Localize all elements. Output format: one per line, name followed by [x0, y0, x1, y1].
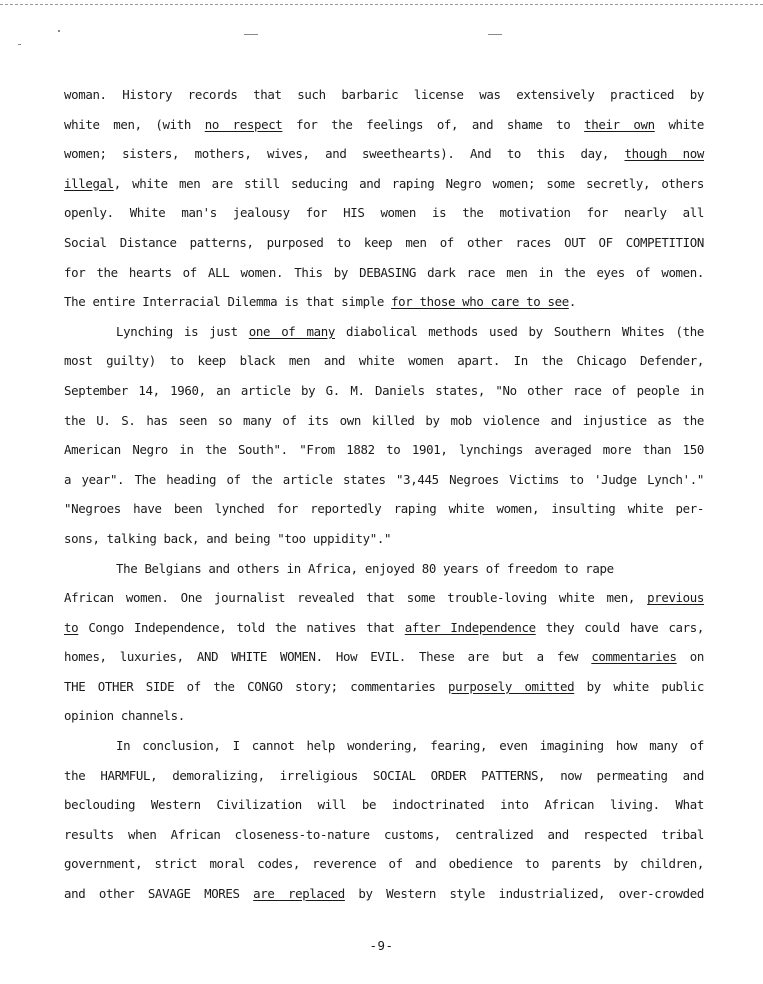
text-line: Social Distance patterns, purposed to keep men of other races OUT OF COMPETITION	[64, 234, 704, 250]
text-line: women; sisters, mothers, wives, and sweethearts). And to this day, though now	[64, 146, 704, 162]
text-line: In conclusion, I cannot help wondering, fearing, even imagining how many of	[116, 738, 704, 754]
text-line: a year". The heading of the article states "3,445 Negroes Victims to 'Judge Lynch'."	[64, 471, 704, 487]
document-body	[64, 80, 704, 909]
text-line: American Negro in the South". "From 1882 to 1901, lynchings averaged more than 150	[64, 442, 704, 458]
text-line: most guilty) to keep black men and white women apart. In the Chicago Defender,	[64, 353, 704, 369]
text-line: African women. One journalist revealed that some trouble-loving white men, previous	[64, 590, 704, 606]
paragraph	[64, 317, 704, 554]
text-line: the U. S. has seen so many of its own killed by mob violence and injustice as the	[64, 412, 704, 428]
scan-mark	[18, 44, 21, 45]
text-line: sons, talking back, and being "too uppidity"."	[64, 530, 392, 546]
text-line: white men, (with no respect for the feelings of, and shame to their own white	[64, 116, 705, 132]
text-line: to Congo Independence, told the natives that after Independence they could have cars,	[64, 619, 704, 635]
text-line: openly. White man's jealousy for HIS women is the motivation for nearly all	[64, 205, 704, 221]
scan-mark	[488, 34, 502, 35]
text-line: government, strict moral codes, reverence of and obedience to parents by children,	[64, 856, 704, 872]
page-top-border	[0, 4, 763, 5]
text-line: illegal, white men are still seducing and raping Negro women; some secretly, others	[64, 175, 704, 191]
text-line: "Negroes have been lynched for reportedly raping white women, insulting white per-	[64, 501, 704, 517]
paragraph	[64, 554, 704, 732]
text-line: Lynching is just one of many diabolical methods used by Southern Whites (the	[116, 323, 704, 339]
text-line: the HARMFUL, demoralizing, irreligious SOCIAL ORDER PATTERNS, now permeating and	[64, 767, 704, 783]
page-number: -9-	[369, 938, 394, 953]
text-line: September 14, 1960, an article by G. M. Daniels states, "No other race of people in	[64, 382, 704, 398]
text-line: The entire Interracial Dilemma is that simple for those who care to see.	[64, 294, 576, 310]
text-line: and other SAVAGE MORES are replaced by Western style industrialized, over-crowded	[64, 886, 704, 902]
scan-mark	[58, 30, 60, 32]
text-line: The Belgians and others in Africa, enjoyed 80 years of freedom to rape	[116, 560, 614, 576]
text-line: woman. History records that such barbaric license was extensively practiced by	[64, 87, 704, 102]
scan-mark	[244, 34, 258, 35]
text-line: for the hearts of ALL women. This by DEBASING dark race men in the eyes of women.	[64, 264, 704, 280]
text-line: homes, luxuries, AND WHITE WOMEN. How EVIL. These are but a few commentaries on	[64, 649, 704, 665]
paragraph	[64, 731, 704, 909]
text-line: beclouding Western Civilization will be indoctrinated into African living. What	[64, 797, 704, 813]
text-line: opinion channels.	[64, 708, 185, 724]
text-line: THE OTHER SIDE of the CONGO story; commentaries purposely omitted by white public	[64, 678, 704, 694]
paragraph	[64, 80, 704, 317]
text-line: results when African closeness-to-nature customs, centralized and respected tribal	[64, 826, 704, 842]
